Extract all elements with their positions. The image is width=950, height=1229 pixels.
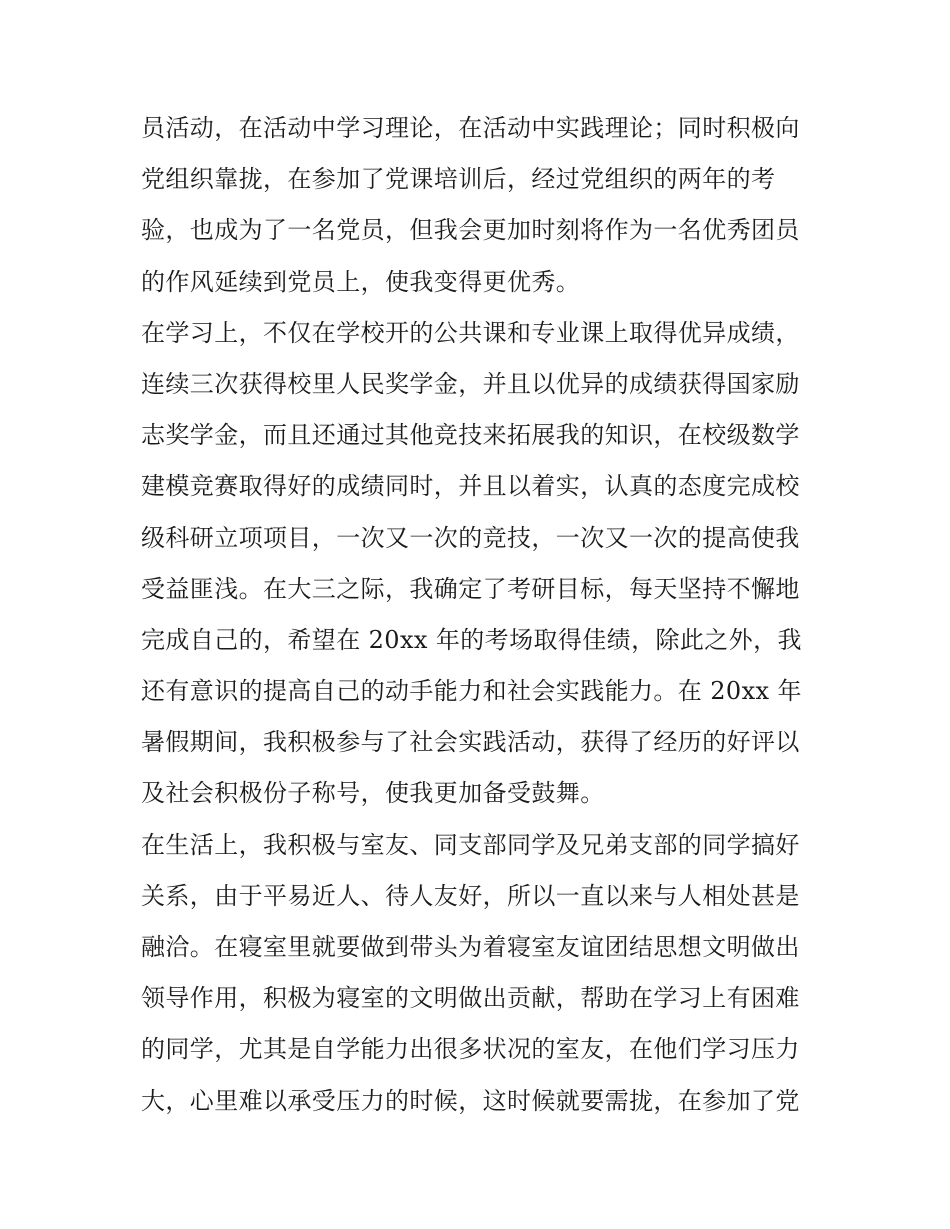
text-line: 员活动，在活动中学习理论，在活动中实践理论；同时积极向 <box>141 114 800 142</box>
text-line: 完成自己的，希望在 20xx 年的考场取得佳绩，除此之外，我 <box>141 625 802 654</box>
text-line: 及社会积极份子称号，使我更加备受鼓舞。 <box>141 779 605 808</box>
text-line: 在学习上，不仅在学校开的公共课和专业课上取得优异成绩， <box>141 318 800 347</box>
text-line: 暑假期间，我积极参与了社会实践活动，获得了经历的好评以 <box>141 728 800 757</box>
text-line: 还有意识的提高自己的动手能力和社会实践能力。在 20xx 年 <box>141 677 802 706</box>
text-line: 级科研立项项目，一次又一次的竞技，一次又一次的提高使我 <box>141 523 800 552</box>
text-line: 验，也成为了一名党员，但我会更加时刻将作为一名优秀团员 <box>141 216 800 245</box>
text-line: 的同学，尤其是自学能力出很多状况的室友，在他们学习压力 <box>141 1035 800 1064</box>
text-line: 在生活上，我积极与室友、同支部同学及兄弟支部的同学搞好 <box>141 830 800 859</box>
text-line: 建模竞赛取得好的成绩同时，并且以着实，认真的态度完成校 <box>141 472 800 501</box>
text-line: 受益匪浅。在大三之际，我确定了考研目标，每天坚持不懈地 <box>141 574 800 603</box>
text-line: 关系，由于平易近人、待人友好，所以一直以来与人相处甚是 <box>141 881 800 910</box>
text-line: 领导作用，积极为寝室的文明做出贡献，帮助在学习上有困难 <box>141 984 800 1013</box>
text-line: 的作风延续到党员上，使我变得更优秀。 <box>141 267 581 296</box>
text-line: 党组织靠拢，在参加了党课培训后，经过党组织的两年的考 <box>141 165 776 194</box>
text-line: 连续三次获得校里人民奖学金，并且以优异的成绩获得国家励 <box>141 369 800 398</box>
body-text <box>141 103 821 1127</box>
text-line: 志奖学金，而且还通过其他竞技来拓展我的知识，在校级数学 <box>141 421 800 450</box>
text-line: 大，心里难以承受压力的时候，这时候就要需拢，在参加了党 <box>141 1086 800 1115</box>
text-line: 融洽。在寝室里就要做到带头为着寝室友谊团结思想文明做出 <box>141 933 800 961</box>
